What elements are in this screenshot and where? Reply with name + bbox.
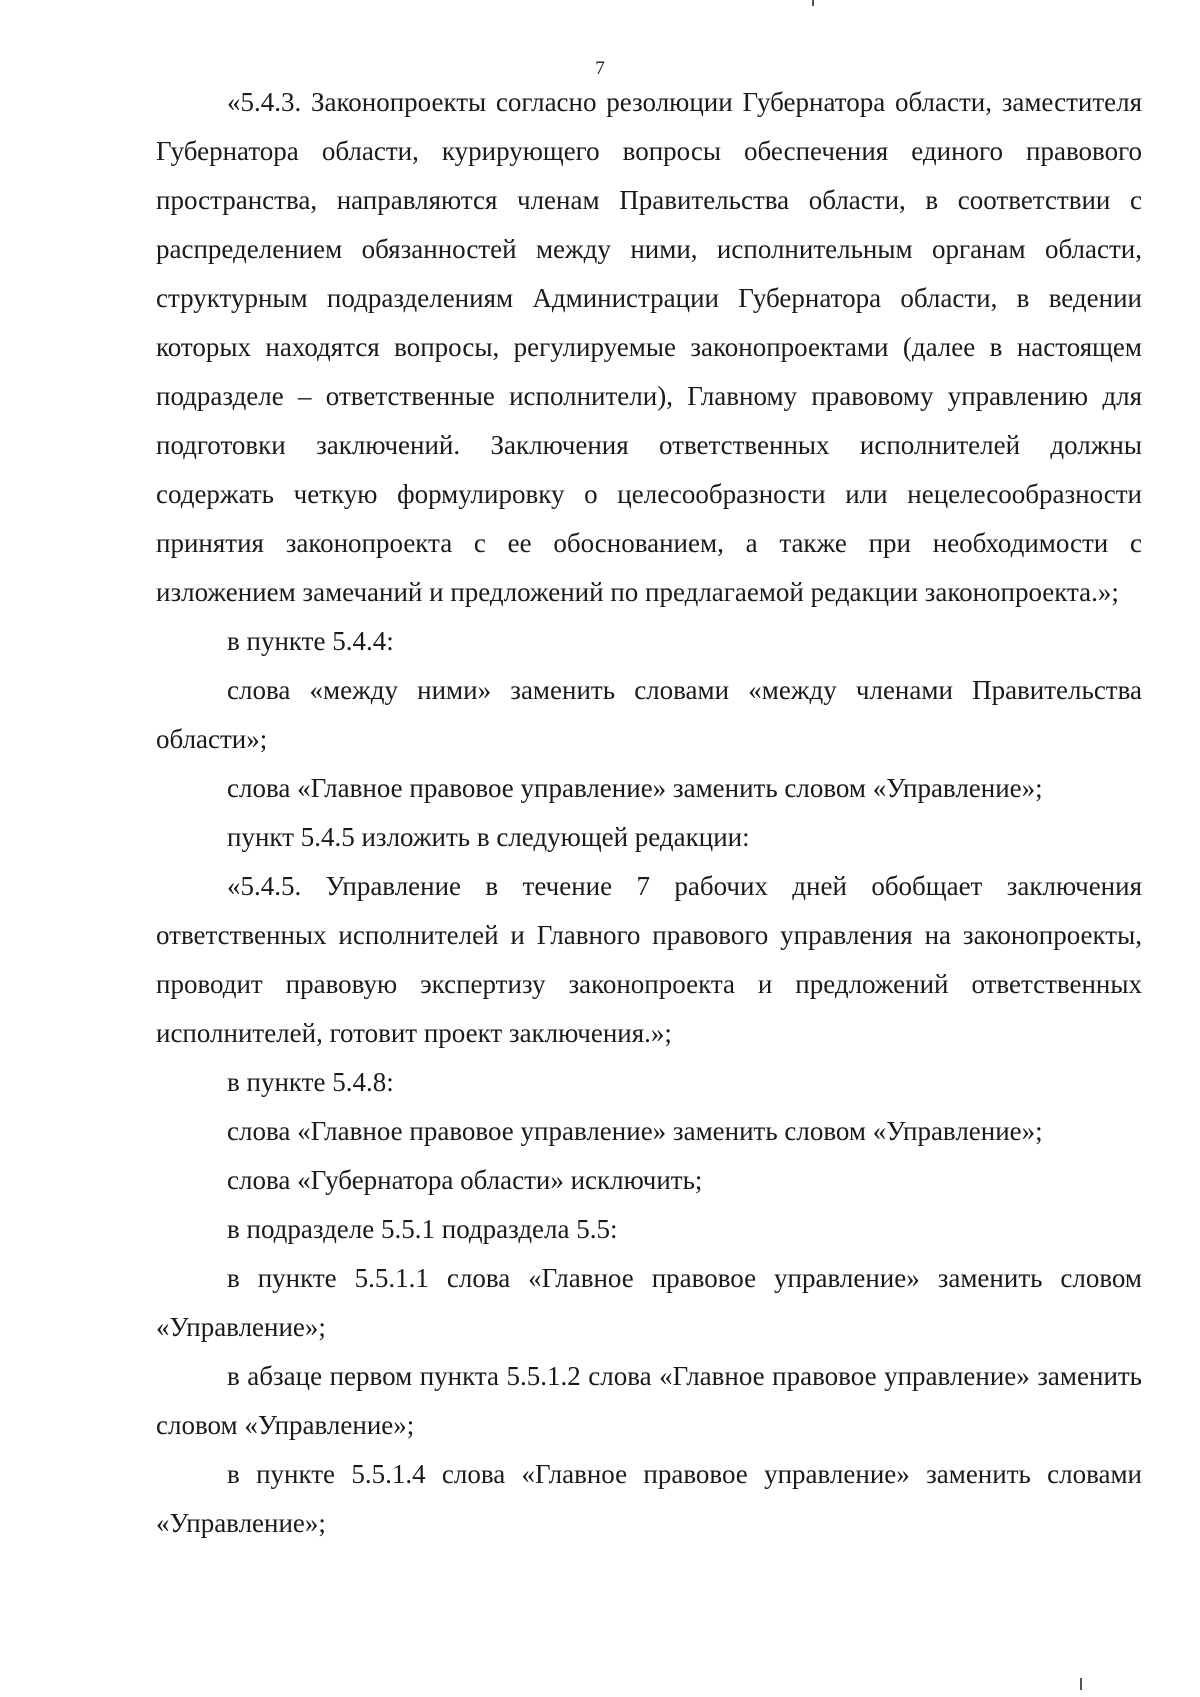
paragraph-exclude-governor: слова «Губернатора области» исключить; [227,1165,703,1195]
document-body [156,78,1142,1548]
scan-artifact-top [812,0,814,6]
paragraph-replace-main-legal-dept-1: слова «Главное правовое управление» заменить словом «Управление»; [227,773,1043,803]
paragraph-replace-main-legal-dept-2: слова «Главное правовое управление» заменить словом «Управление»; [227,1116,1043,1146]
paragraph-item-5-5-1-1: в пункте 5.5.1.1 слова «Главное правовое управление» заменить словом «Управление»; [156,1263,1142,1342]
paragraph-item-5-4-8: в пункте 5.4.8: [227,1067,394,1097]
paragraph-subsection-5-5-1: в подразделе 5.5.1 подраздела 5.5: [227,1214,618,1244]
page-number: 7 [595,58,605,79]
paragraph-5-4-5: «5.4.5. Управление в течение 7 рабочих дней обобщает заключения ответственных исполнителей и Главного правового управления на законопроекты, проводит правовую экспертизу законопроекта и предложений ответственных исполнителей, готовит проект заключения.»; [156,871,1142,1048]
paragraph-item-5-4-4: в пункте 5.4.4: [227,626,394,656]
paragraph-item-5-5-1-2: в абзаце первом пункта 5.5.1.2 слова «Главное правовое управление» заменить словом «Управление»; [156,1361,1142,1440]
paragraph-item-5-4-5-intro: пункт 5.4.5 изложить в следующей редакции: [227,822,750,852]
paragraph-5-4-3: «5.4.3. Законопроекты согласно резолюции Губернатора области, заместителя Губернатора области, курирующего вопросы обеспечения единого правового пространства, направляются членам Правительства области, в соответствии с распределением обязанностей между ними, исполнительным органам области, структурным подразделениям Администрации Губернатора области, в ведении которых находятся вопросы, регулируемые законопроектами (далее в настоящем подразделе – ответственные исполнители), Главному правовому управлению для подготовки заключений. Заключения ответственных исполнителей должны содержать четкую формулировку о целесообразности или нецелесообразности принятия законопроекта с ее обоснованием, а также при необходимости с изложением замечаний и предложений по предлагаемой редакции законопроекта.»; [156,87,1142,607]
scan-artifact-bottom [1080,1678,1082,1690]
paragraph-item-5-5-1-4: в пункте 5.5.1.4 слова «Главное правовое управление» заменить словами «Управление»; [156,1459,1142,1538]
paragraph-replace-between-them: слова «между ними» заменить словами «между членами Правительства области»; [156,675,1142,754]
